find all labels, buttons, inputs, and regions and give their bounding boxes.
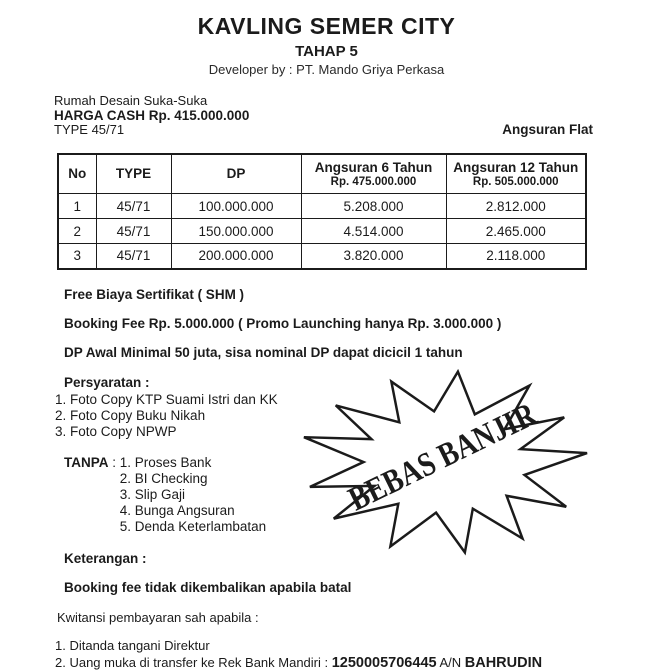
table-header-row	[58, 154, 586, 194]
col-header-angsuran12-sub: Rp. 505.000.000	[472, 175, 559, 188]
persyaratan-item: 3. Foto Copy NPWP	[55, 423, 177, 439]
footer-item-2-prefix: 2. Uang muka di transfer ke Rek Bank Mandiri :	[55, 654, 332, 670]
price-table	[57, 153, 587, 270]
cell-angsuran12: 2.812.000	[446, 194, 586, 219]
page-title: KAVLING SEMER CITY	[197, 13, 456, 39]
bebas-banjir-stamp	[296, 366, 594, 564]
stamp-text: BEBAS BANJIR	[342, 377, 580, 519]
note-free-sertifikat: Free Biaya Sertifikat ( SHM )	[64, 286, 245, 302]
tanpa-item: 2. BI Checking	[119, 470, 208, 486]
cell-dp: 100.000.000	[171, 194, 301, 219]
col-header-angsuran6	[301, 154, 446, 194]
cell-angsuran12: 2.465.000	[446, 219, 586, 244]
intro-block	[54, 94, 593, 138]
persyaratan-item: 2. Foto Copy Buku Nikah	[55, 407, 206, 423]
tanpa-item: 3. Slip Gaji	[119, 486, 186, 502]
col-header-no: No	[58, 154, 96, 194]
cell-dp: 200.000.000	[171, 244, 301, 269]
intro-line-harga-cash: HARGA CASH Rp. 415.000.000	[54, 107, 250, 123]
developer-line: Developer by : PT. Mando Griya Perkasa	[208, 62, 445, 77]
col-header-angsuran6-title: Angsuran 6 Tahun	[314, 159, 433, 175]
col-header-angsuran12-title: Angsuran 12 Tahun	[453, 159, 579, 175]
tanpa-item: 1. Proses Bank	[119, 454, 212, 470]
keterangan-bold-note: Booking fee tidak dikembalikan apabila batal	[64, 579, 352, 595]
cell-no: 2	[58, 219, 96, 244]
persyaratan-title: Persyaratan :	[64, 374, 150, 390]
col-header-angsuran12	[446, 154, 586, 194]
persyaratan-item: 1. Foto Copy KTP Suami Istri dan KK	[55, 391, 278, 407]
footer-item-2	[55, 654, 653, 671]
table-row	[58, 194, 586, 219]
cell-type: 45/71	[96, 194, 171, 219]
footer-list	[55, 637, 653, 671]
footer-item-1: 1. Ditanda tangani Direktur	[55, 637, 210, 653]
col-header-type: TYPE	[96, 154, 171, 194]
angsuran-flat-label: Angsuran Flat	[502, 122, 593, 137]
footer-item-2-an: A/N	[436, 654, 465, 670]
kwitansi-line: Kwitansi pembayaran sah apabila :	[57, 609, 259, 625]
cell-dp: 150.000.000	[171, 219, 301, 244]
col-header-angsuran6-sub: Rp. 475.000.000	[330, 175, 417, 188]
note-booking-fee: Booking Fee Rp. 5.000.000 ( Promo Launching hanya Rp. 3.000.000 )	[64, 315, 502, 331]
cell-angsuran6: 5.208.000	[301, 194, 446, 219]
account-holder-name: BAHRUDIN	[464, 654, 543, 671]
tanpa-items	[120, 455, 266, 535]
intro-line-type: TYPE 45/71	[54, 122, 125, 137]
cell-type: 45/71	[96, 244, 171, 269]
cell-no: 1	[58, 194, 96, 219]
tanpa-label: TANPA	[64, 454, 109, 470]
table-row	[58, 244, 586, 269]
page-subtitle: TAHAP 5	[295, 43, 358, 60]
cell-type: 45/71	[96, 219, 171, 244]
cell-angsuran12: 2.118.000	[446, 244, 586, 269]
cell-no: 3	[58, 244, 96, 269]
keterangan-title: Keterangan :	[64, 550, 147, 566]
table-row	[58, 219, 586, 244]
intro-line-desain: Rumah Desain Suka-Suka	[54, 93, 208, 108]
col-header-dp: DP	[171, 154, 301, 194]
header	[0, 0, 653, 77]
bank-account-number: 1250005706445	[331, 654, 437, 671]
tanpa-item: 4. Bunga Angsuran	[119, 502, 235, 518]
note-dp-awal: DP Awal Minimal 50 juta, sisa nominal DP dapat dicicil 1 tahun	[64, 344, 463, 360]
tanpa-item: 5. Denda Keterlambatan	[119, 518, 267, 534]
tanpa-separator: :	[108, 454, 120, 470]
cell-angsuran6: 3.820.000	[301, 244, 446, 269]
cell-angsuran6: 4.514.000	[301, 219, 446, 244]
starburst-icon	[296, 366, 594, 564]
